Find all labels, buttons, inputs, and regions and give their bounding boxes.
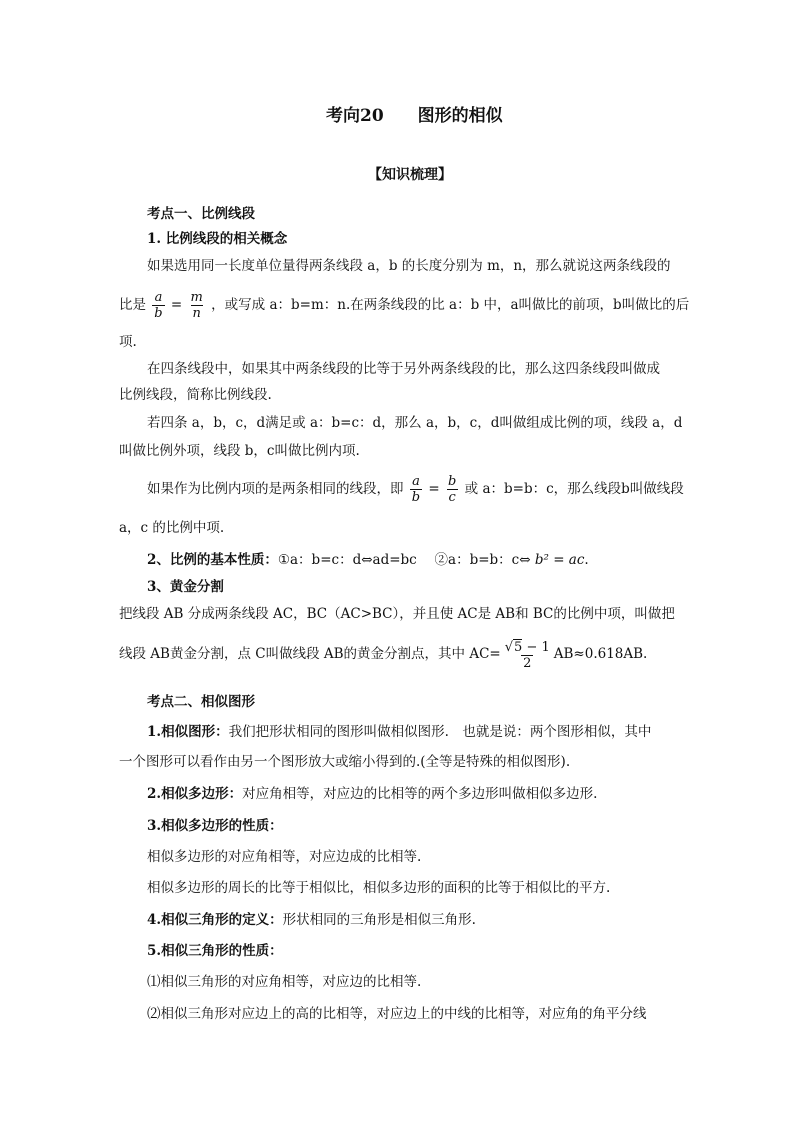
paragraph-5-line-1: 把线段 AB 分成两条线段 AC，BC（AC>BC），并且使 AC是 AB和 BC的比例中项，叫做把	[119, 606, 675, 622]
numerator: a	[154, 290, 163, 305]
paragraph-3-line-2: 叫做比例外项，线段 b，c叫做比例内项.	[119, 443, 360, 459]
item-4-line	[147, 910, 476, 930]
item-5-heading: 5.相似三角形的性质：	[147, 943, 283, 959]
formula-b-squared: b² = ac	[534, 552, 585, 568]
item-1-text: 我们把形状相同的图形叫做相似图形. 也就是说：两个图形相似，其中	[228, 724, 652, 740]
denominator: 2	[523, 655, 532, 671]
paragraph-4-line-1	[147, 472, 684, 506]
item-2-heading: 2.相似多边形：	[147, 786, 243, 802]
basic-property-line	[147, 550, 589, 570]
denominator: c	[448, 490, 456, 505]
item-3-heading: 3.相似多边形的性质：	[147, 818, 283, 834]
fraction-a-over-b	[152, 290, 164, 321]
subheading-1: 1. 比例线段的相关概念	[147, 231, 288, 247]
text-fragment: AB≈0.618AB.	[553, 646, 648, 662]
item-3-line-2: 相似多边形的周长的比等于相似比，相似多边形的面积的比等于相似比的平方.	[147, 880, 611, 896]
text-fragment: 如果作为比例内项的是两条相同的线段，即	[147, 481, 404, 497]
fraction-golden-ratio	[503, 639, 552, 671]
item-1-line-2: 一个图形可以看作由另一个图形放大或缩小得到的.(全等是特殊的相似图形).	[119, 754, 571, 770]
equals-sign: =	[424, 481, 445, 497]
item-4-text: 形状相同的三角形是相似三角形.	[282, 912, 476, 928]
denominator: b	[154, 306, 163, 321]
item-1-line-1	[147, 722, 651, 742]
section-heading: 【知识梳理】	[368, 167, 452, 183]
radicand: 5	[514, 639, 523, 655]
subheading-3: 3、黄金分割	[147, 579, 224, 595]
paragraph-3-line-1: 若四条 a，b，c，d满足或 a：b=c：d，那么 a，b，c，d叫做组成比例的项，线段 a，d	[147, 415, 683, 431]
property-text: ①a：b=c：d⇔ad=bc ②a：b=b：c⇔	[277, 552, 531, 568]
fraction-m-over-n	[189, 290, 205, 321]
page-title: 考向20 图形的相似	[326, 106, 503, 126]
numerator: √5 − 1	[504, 639, 550, 655]
paragraph-1-line-2	[119, 288, 689, 322]
period: .	[584, 552, 589, 568]
item-3-line-1: 相似多边形的对应角相等，对应边成的比相等.	[147, 849, 422, 865]
item-2-line	[147, 784, 597, 804]
item-4-heading: 4.相似三角形的定义：	[147, 912, 283, 928]
text-fragment: 或 a：b=b：c，那么线段b叫做线段	[464, 481, 684, 497]
paragraph-1-line-3: 项.	[119, 334, 137, 350]
text-fragment: ，或写成 a：b=m：n.在两条线段的比 a：b 中，a叫做比的前项，b叫做比的后	[211, 297, 690, 313]
text-fragment: 线段 AB黄金分割，点 C叫做线段 AB的黄金分割点，其中 AC=	[119, 646, 501, 662]
minus-one: − 1	[522, 639, 550, 655]
fraction-a-over-b	[410, 474, 422, 505]
denominator: b	[411, 490, 421, 505]
numerator: b	[448, 474, 457, 489]
numerator: a	[412, 474, 420, 489]
topic-1-heading: 考点一、比例线段	[147, 206, 255, 222]
paragraph-2-line-1: 在四条线段中，如果其中两条线段的比等于另外两条线段的比，那么这四条线段叫做成	[147, 361, 660, 377]
item-5-line-2: ⑵相似三角形对应边上的高的比相等，对应边上的中线的比相等，对应角的角平分线	[147, 1006, 647, 1022]
paragraph-4-line-2: a，c 的比例中项.	[119, 520, 225, 536]
denominator: n	[192, 306, 201, 321]
equals-sign: =	[166, 297, 187, 313]
fraction-b-over-c	[446, 474, 458, 505]
paragraph-2-line-2: 比例线段，简称比例线段.	[119, 387, 272, 403]
paragraph-5-line-2	[119, 636, 647, 672]
item-5-line-1: ⑴相似三角形的对应角相等，对应边的比相等.	[147, 974, 422, 990]
topic-2-heading: 考点二、相似图形	[147, 694, 255, 710]
item-1-heading: 1.相似图形：	[147, 724, 229, 740]
numerator: m	[190, 290, 203, 305]
subheading-2: 2、比例的基本性质：	[147, 552, 278, 568]
item-2-text: 对应角相等，对应边的比相等的两个多边形叫做相似多边形.	[242, 786, 598, 802]
paragraph-1-line-1: 如果选用同一长度单位量得两条线段 a，b 的长度分别为 m，n，那么就说这两条线段的	[147, 258, 671, 274]
text-fragment: 比是	[119, 297, 146, 313]
